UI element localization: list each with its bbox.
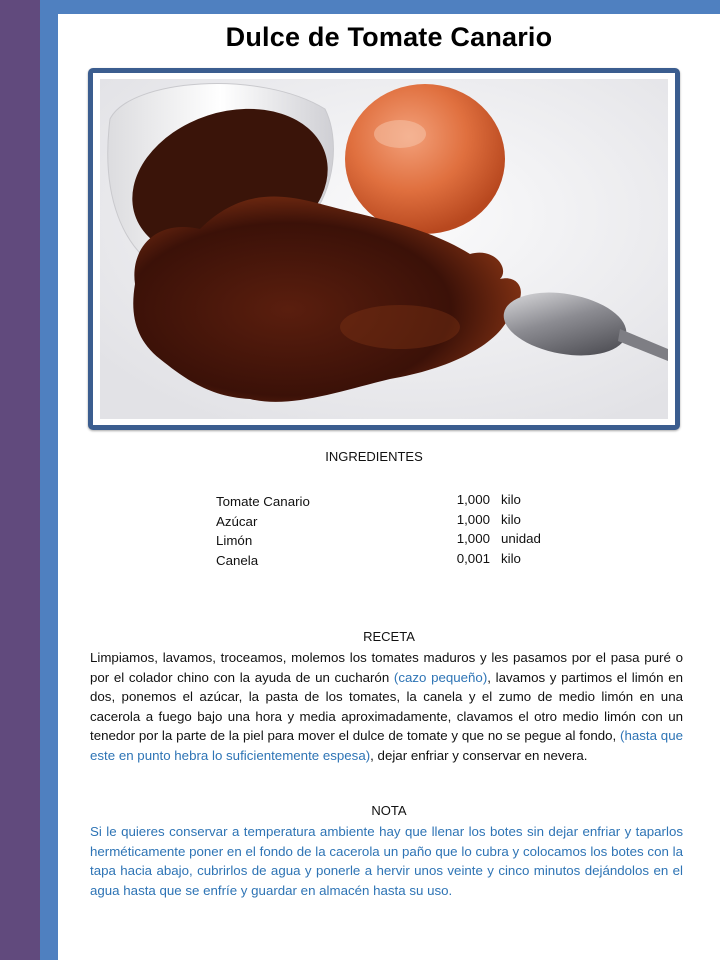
ingredient-row [216, 531, 576, 551]
recipe-text [90, 648, 683, 766]
recipe-text-part2: , lavamos y partimos el limón en dos, ponemos el azúcar, la pasta de los tomates, la canela y el zumo de medio limón en una cacerola a fuego bajo una hora y media aproximadamente, clavamos el otro medio limón con un tenedor por la parte de la piel para mover el dulce de tomate y que no se pegue al fondo, [90, 669, 683, 744]
ingredient-unit: unidad [501, 531, 541, 546]
note-heading: NOTA [371, 803, 407, 818]
ingredient-quantity: 1,000 [456, 492, 490, 507]
ingredients-table [216, 492, 576, 570]
left-purple-band [0, 0, 40, 960]
ingredient-row [216, 492, 576, 512]
ingredient-name: Tomate Canario [216, 494, 310, 509]
ingredients-heading: INGREDIENTES [325, 449, 423, 464]
note-text: Si le quieres conservar a temperatura ambiente hay que llenar los botes sin dejar enfriar y taparlos herméticamente poner en el fondo de la cacerola un paño que lo cubra y colocamos los botes con la tapa hacia abajo, cubrirlos de agua y ponerle a hervir unos veinte y cinco minutos dejándolos en el agua hasta que se enfríe y guardar en almacén hasta su uso. [90, 824, 683, 898]
recipe-heading: RECETA [363, 629, 415, 644]
ingredient-quantity: 0,001 [456, 550, 490, 566]
recipe-text-part3: , dejar enfriar y conservar en nevera. [370, 747, 588, 763]
left-blue-band [40, 0, 58, 960]
recipe-highlight-1: (cazo pequeño) [393, 669, 488, 685]
ingredient-unit: kilo [501, 511, 521, 527]
tomato-jam-photo [100, 79, 668, 419]
ingredient-name: Limón [216, 533, 253, 548]
ingredient-unit: kilo [501, 492, 521, 507]
ingredient-name: Azúcar [216, 513, 258, 529]
ingredient-name: Canela [216, 552, 259, 568]
ingredient-unit: kilo [501, 550, 521, 566]
ingredient-quantity: 1,000 [456, 511, 490, 527]
recipe-highlight-2: (hasta que este en punto hebra lo suficientemente espesa) [90, 728, 683, 763]
ingredient-quantity: 1,000 [456, 531, 490, 546]
photo-frame [88, 68, 680, 430]
top-blue-band [40, 0, 720, 14]
recipe-text-part1: Limpiamos, lavamos, troceamos, molemos los tomates maduros y les pasamos por el pasa puré o por el colador chino con la ayuda de un cucharón [90, 650, 683, 685]
ingredient-row [216, 512, 576, 532]
ingredient-row [216, 551, 576, 571]
page-title: Dulce de Tomate Canario [225, 22, 553, 52]
